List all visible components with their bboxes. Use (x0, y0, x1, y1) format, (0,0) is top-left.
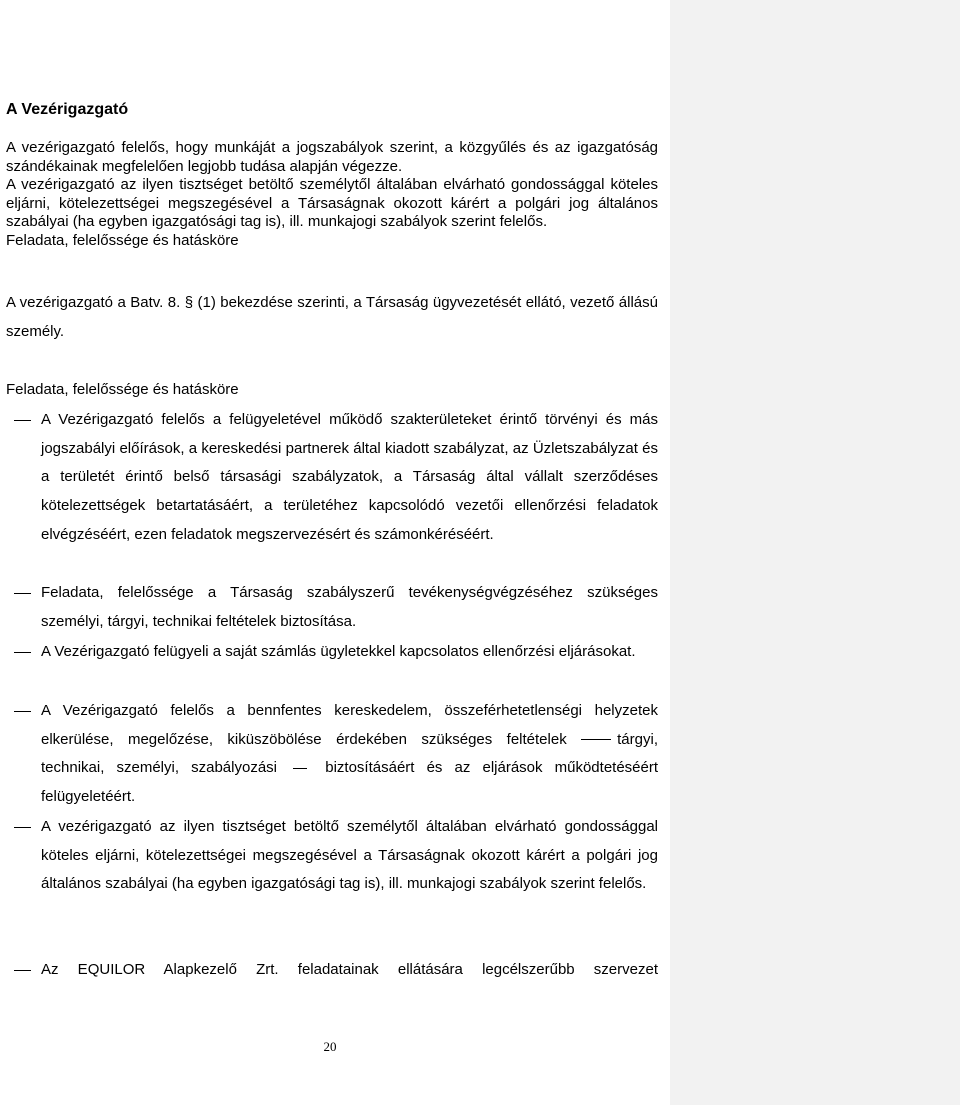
bullet-text-part: biztosításáért és az eljárások működtetéséért felügyeletéért. (41, 759, 659, 806)
batv-paragraph: A vezérigazgató a Batv. 8. § (1) bekezdése szerinti, a Társaság ügyvezetését ellátó, vezető állású személy. (6, 294, 658, 340)
bullet-text-part: A Vezérigazgató felelős a bennfentes kereskedelem, összeférhetetlenségi helyzetek elkerülése, megelőzése, kiküszöbölése érdekében szükséges feltételek (41, 702, 658, 748)
intro-text-1: A vezérigazgató felelős, hogy munkáját a jogszabályok szerint, a közgyűlés és az igazgatóság szándékainak megfelelően legjobb tudása alapján végezze. (6, 139, 658, 175)
bullet-item (14, 697, 658, 812)
bullet-item (14, 638, 658, 667)
bullet-text (41, 697, 658, 812)
intro-text-3: Feladata, felelőssége és hatásköre (6, 231, 239, 249)
bullet-text: A Vezérigazgató felelős a felügyeletével működő szakterületeket érintő törvényi és más jogszabályi előírások, a kereskedési partnerek által kiadott szabályzat, az Üzletszabályzat és a területét érintő belső társasági szabályzatok, a Társaság által vállalt szerződéses kötelezettségek betartatásáért, a területéhez kapcsolódó vezetői ellenőrzési feladatok elvégzéséért, ezen feladatok megszervezésért és számonkéréséért. (41, 411, 658, 543)
bullet-text: Az EQUILOR Alapkezelő Zrt. feladatainak ellátására legcélszerűbb szervezet (41, 961, 658, 978)
bullet-item (14, 956, 658, 985)
bullet-text: A Vezérigazgató felügyeli a saját számlás ügyletekkel kapcsolatos ellenőrzési eljárásokat. (41, 643, 636, 660)
intro-text-2: A vezérigazgató az ilyen tisztséget betöltő személytől általában elvárható gondossággal köteles eljárni, kötelezettségei megszegésével a Társaságnak okozott kárért a polgári jog általános szabályai (ha egyben igazgatósági tag is), ill. munkajogi szabályok szerint felelős. (6, 176, 658, 230)
responsibilities-title: Feladata, felelőssége és hatásköre (6, 381, 239, 398)
dash-icon (581, 739, 611, 740)
bullet-text: A vezérigazgató az ilyen tisztséget betöltő személytől általában elvárható gondossággal köteles eljárni, kötelezettségei megszegésével a Társaságnak okozott kárért a polgári jog általános szabályai (ha egyben igazgatósági tag is), ill. munkajogi szabályok szerint felelős. (41, 818, 658, 893)
bullet-item (14, 406, 658, 550)
intro-paragraph (6, 139, 658, 250)
bullet-text: Feladata, felelőssége a Társaság szabályszerű tevékenységvégzéséhez szükséges személyi, tárgyi, technikai feltételek biztosítása. (41, 584, 658, 630)
section-heading: A Vezérigazgató (6, 101, 129, 118)
dash-icon (293, 768, 307, 769)
comment-margin-pane (670, 0, 960, 1105)
page-number: 20 (323, 1039, 337, 1054)
bullet-item (14, 813, 658, 899)
bullet-item (14, 579, 658, 636)
bullet-text-part: tárgyi, technikai, személyi, szabályozási (41, 730, 658, 777)
